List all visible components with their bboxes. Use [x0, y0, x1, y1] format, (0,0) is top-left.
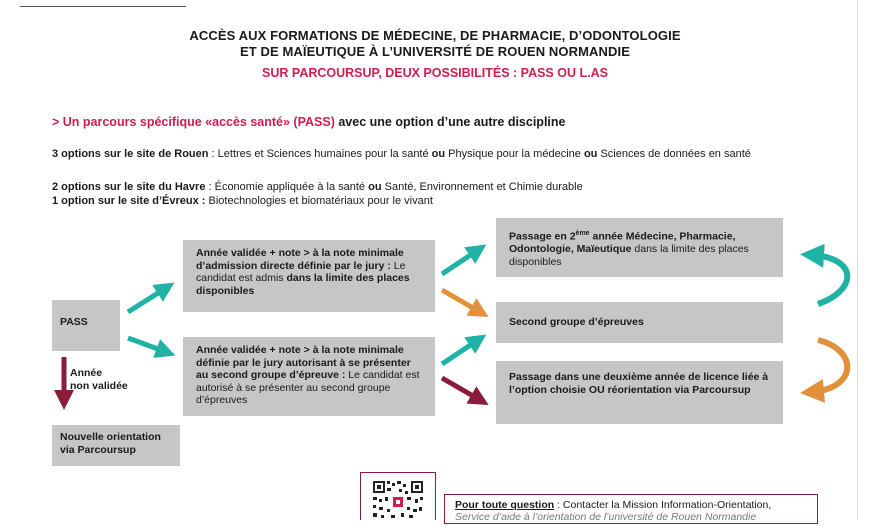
new-orientation-box: Nouvelle orientation via Parcoursup — [52, 425, 180, 466]
annee-non-validee-label — [70, 367, 128, 392]
rouen-text-b: Physique pour la médecine — [445, 148, 584, 160]
second-group-eligibility-text: Le candidat est autorisé à se présenter au second groupe d’épreuves — [196, 369, 420, 406]
page-subtitle: SUR PARCOURSUP, DEUX POSSIBILITÉS : PASS OU L.AS — [262, 66, 608, 80]
r1-bold-a: Passage en 2 — [509, 230, 576, 243]
qr-code-icon — [361, 473, 435, 521]
contact-label: Pour toute question — [455, 499, 555, 511]
rouen-ou-2: ou — [583, 148, 598, 160]
evreux-label: 1 option sur le site d’Évreux : — [52, 195, 206, 207]
arrow-bottom-to-r2 — [442, 340, 478, 364]
r1-sup: ème — [575, 230, 590, 237]
rouen-text-a: : Lettres et Sciences humaines pour la santé — [208, 148, 432, 160]
arrow-top-to-r2 — [442, 290, 480, 312]
contact-second-line: Service d’aide à l’orientation de l’université de Rouen Normandie — [455, 511, 757, 523]
rouen-text-c: Sciences de données en santé — [597, 148, 751, 160]
pass-box: PASS — [52, 300, 120, 351]
arrow-r2-to-r3-loop — [812, 340, 847, 392]
havre-ou: ou — [368, 181, 382, 193]
rouen-label: 3 options sur le site de Rouen — [52, 148, 209, 160]
admission-direct-box — [183, 240, 435, 312]
arrow-bottom-to-r3 — [442, 378, 480, 400]
page-title-line-2: ET DE MAÏEUTIQUE À L’UNIVERSITÉ DE ROUEN NORMANDIE — [240, 44, 630, 59]
admission-direct-text: Le candidat est admis — [196, 259, 406, 284]
contact-text: : Contacter la Mission Information-Orientation, — [554, 499, 772, 511]
qr-code-frame — [360, 472, 436, 520]
admission-direct-bold: Année validée + note > à la note minimale d’admission directe définie par le jury : — [196, 247, 404, 272]
r1-bold-b: année Médecine, Pharmacie, Odontologie, Maïeutique — [509, 230, 736, 255]
licence-passage-box: Passage dans une deuxième année de licence liée à l’option choisie OU réorientation via Parcoursup — [496, 361, 783, 424]
arrow-r2-to-r1-loop — [812, 255, 847, 304]
page-title-line-1: ACCÈS AUX FORMATIONS DE MÉDECINE, DE PHARMACIE, D’ODONTOLOGIE — [189, 28, 681, 43]
arrow-pass-to-top — [128, 288, 166, 312]
havre-text-b: Santé, Environnement et Chimie durable — [381, 181, 583, 193]
rouen-ou-1: ou — [431, 148, 446, 160]
arrow-top-to-r1 — [442, 250, 478, 274]
section-heading-rest: avec une option d’une autre discipline — [334, 115, 566, 129]
havre-label: 2 options sur le site du Havre — [52, 181, 206, 193]
arrow-pass-to-bottom — [128, 338, 166, 352]
second-group-eligibility-box — [183, 337, 435, 416]
admission-direct-bold-2: dans la limite des places disponibles — [196, 272, 410, 297]
evreux-text: Biotechnologies et biomatériaux pour le vivant — [205, 195, 433, 207]
second-group-eligibility-bold: Année validée + note > à la note minimale définie par le jury autorisant à se présenter au second groupe d’épreuve : — [196, 344, 411, 381]
second-group-box: Second groupe d’épreuves — [496, 302, 783, 343]
second-year-passage-box — [496, 218, 783, 277]
section-heading-red: > Un parcours spécifique «accès santé» (PASS) — [52, 115, 335, 129]
annee-line-2: non validée — [70, 379, 128, 392]
havre-text-a: : Économie appliquée à la santé — [205, 181, 369, 193]
r1-text: dans la limite des places disponibles — [509, 243, 749, 268]
annee-line-1: Année — [70, 367, 103, 379]
